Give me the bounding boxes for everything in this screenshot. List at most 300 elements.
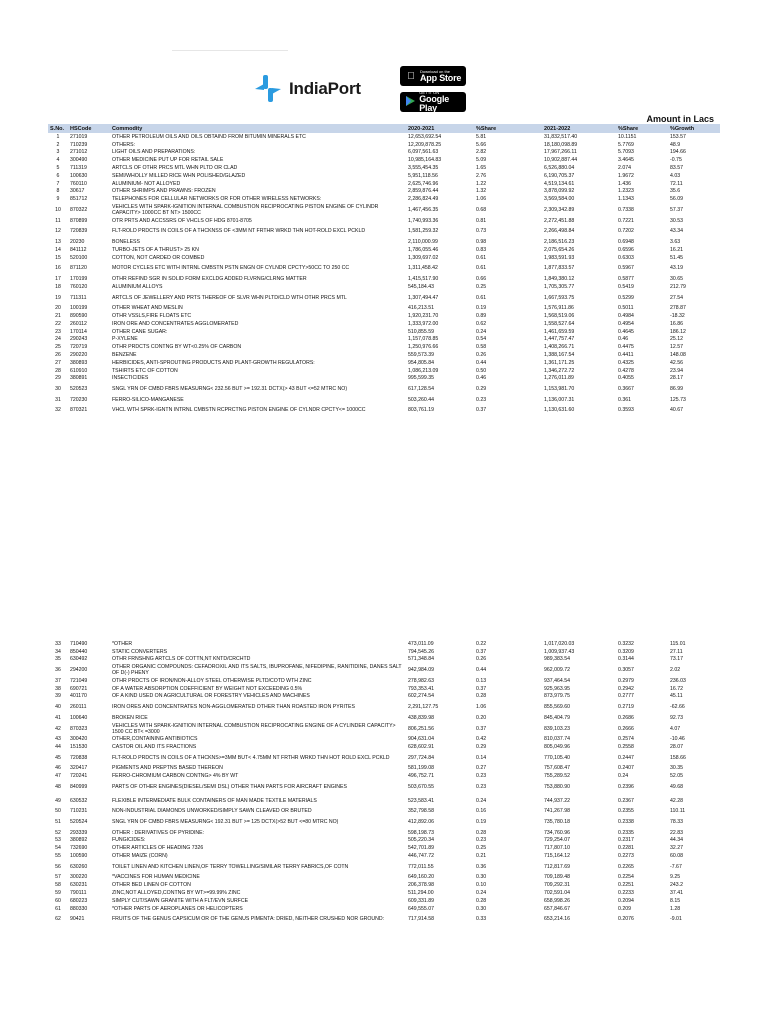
cell-hscode: 401170 bbox=[70, 693, 87, 700]
cell-growth: 30.53 bbox=[670, 217, 683, 224]
cell-value-2021-2022: 658,998.26 bbox=[544, 897, 570, 904]
cell-hscode: 520524 bbox=[70, 818, 88, 825]
cell-value-2021-2022: 1,153,981.70 bbox=[544, 386, 575, 393]
cell-value-2020-2021: 2,286,824.49 bbox=[408, 196, 439, 203]
cell-value-2020-2021: 954,805.84 bbox=[408, 359, 434, 366]
cell-share-2020: 0.50 bbox=[476, 367, 487, 374]
cell-hscode: 711311 bbox=[70, 294, 87, 301]
cell-growth: 2.02 bbox=[670, 667, 681, 674]
cell-share-2020: 0.83 bbox=[476, 246, 487, 253]
table-row bbox=[48, 304, 720, 312]
cell-share-2021: 0.6596 bbox=[618, 246, 634, 253]
cell-share-2021: 0.4984 bbox=[618, 313, 634, 320]
cell-commodity: SNGL YRN OF CMBD FBRS MEASURNG< 192.31 BUT >= 125 DCTX(>52 BUT <=80 MTRC NO) bbox=[112, 818, 339, 825]
cell-value-2020-2021: 1,920,231.70 bbox=[408, 313, 439, 320]
cell-value-2020-2021: 2,110,000.99 bbox=[408, 239, 438, 246]
cell-value-2020-2021: 1,740,993.36 bbox=[408, 217, 439, 224]
cell-value-2021-2022: 702,591.04 bbox=[544, 889, 570, 896]
cell-hscode: 610910 bbox=[70, 367, 88, 374]
cell-value-2020-2021: 510,855.59 bbox=[408, 328, 434, 335]
cell-share-2021: 0.2273 bbox=[618, 853, 634, 859]
cell-growth: 115.01 bbox=[670, 640, 686, 647]
cell-share-2021: 0.5299 bbox=[618, 294, 634, 301]
cell-sno: 11 bbox=[55, 217, 61, 224]
cell-growth: -62.66 bbox=[670, 704, 685, 711]
cell-value-2020-2021: 793,353.41 bbox=[408, 685, 434, 692]
cell-share-2020: 2.76 bbox=[476, 172, 487, 179]
cell-commodity: FLEXIBLE INTERMEDIATE BULK CONTAINERS OF MAN MADE TEXTILE MATERIALS bbox=[112, 797, 317, 804]
cell-value-2020-2021: 1,086,213.09 bbox=[408, 367, 439, 374]
cell-value-2021-2022: 17,967,266.11 bbox=[544, 149, 577, 156]
cell-hscode: 630231 bbox=[70, 882, 88, 889]
cell-sno: 4 bbox=[56, 157, 60, 164]
report-page-1 bbox=[48, 50, 720, 417]
cell-share-2020: 0.29 bbox=[476, 386, 487, 393]
cell-share-2020: 1.32 bbox=[476, 188, 487, 195]
cell-growth: 30.65 bbox=[670, 276, 683, 283]
cell-hscode: 320417 bbox=[70, 765, 88, 772]
cell-value-2020-2021: 352,798.58 bbox=[408, 808, 434, 815]
table-row bbox=[48, 897, 720, 905]
cell-value-2020-2021: 1,581,259.32 bbox=[408, 228, 439, 235]
cell-commodity: SIMPLY CUT/SAWN GRANITE WITH A FLT/EVN SURFCE bbox=[112, 897, 249, 904]
cell-value-2020-2021: 559,573.39 bbox=[408, 352, 434, 358]
cell-sno: 34 bbox=[55, 648, 61, 655]
cell-share-2020: 0.28 bbox=[476, 897, 487, 904]
cell-sno: 56 bbox=[55, 863, 61, 870]
table-row bbox=[48, 807, 720, 815]
cell-value-2020-2021: 503,260.44 bbox=[408, 396, 434, 403]
table-row bbox=[48, 195, 720, 203]
cell-growth: 56.09 bbox=[670, 196, 683, 203]
cell-value-2020-2021: 496,752.71 bbox=[408, 773, 434, 780]
cell-commodity: OTHR PRDCTS CONTNG BY WT<0.25% OF CARBON bbox=[112, 344, 242, 351]
cell-sno: 48 bbox=[55, 783, 61, 790]
cell-share-2021: 1.1343 bbox=[618, 196, 634, 203]
table-row bbox=[48, 343, 720, 351]
table-row bbox=[48, 735, 720, 743]
cell-value-2021-2022: 6,526,880.04 bbox=[544, 165, 575, 172]
cell-share-2021: 1.436 bbox=[618, 180, 631, 187]
cell-commodity: OTHER ORGANIC COMPOUNDS: CEFADROXIL AND ITS SALTS, IBUPROFANE, NIFEDIPINE, RANITIDINE, DANES SALT OF D(-) PHENY bbox=[112, 664, 402, 677]
cell-hscode: 520100 bbox=[70, 254, 88, 261]
cell-value-2021-2022: 757,608.47 bbox=[544, 765, 570, 772]
cell-commodity: HERBICIDES, ANTI-SPROUTING PRODUCTS AND PLANT-GROWTH REGULATORS: bbox=[112, 359, 315, 366]
cell-sno: 39 bbox=[55, 693, 61, 700]
cell-commodity: OTHER : DERIVATIVES OF PYRIDINE: bbox=[112, 829, 205, 836]
cell-share-2020: 0.44 bbox=[476, 359, 487, 366]
cell-commodity: TOILET LINEN AND KITCHEN LINEN,OF TERRY TOWELLING/SIMILAR TERRY FABRICS,OF COTN bbox=[112, 863, 349, 870]
cell-sno: 15 bbox=[55, 254, 61, 261]
cell-value-2020-2021: 1,307,494.47 bbox=[408, 294, 439, 301]
cell-commodity: NON-INDUSTRIAL DIAMONDS UNWORKED/SIMPLY SAWN CLEAVED OR BRUTED bbox=[112, 808, 312, 815]
cell-value-2020-2021: 6,097,561.63 bbox=[408, 149, 439, 156]
cell-value-2021-2022: 1,983,591.93 bbox=[544, 254, 575, 261]
col-share-2020: %Share bbox=[474, 124, 542, 133]
cell-sno: 47 bbox=[55, 773, 61, 780]
cell-hscode: 100590 bbox=[70, 853, 88, 859]
cell-value-2020-2021: 2,859,876.44 bbox=[408, 188, 439, 195]
cell-share-2020: 0.27 bbox=[476, 765, 487, 772]
cell-share-2021: 0.4055 bbox=[618, 375, 634, 382]
cell-share-2020: 5.09 bbox=[476, 157, 487, 164]
cell-hscode: 290243 bbox=[70, 336, 88, 343]
cell-hscode: 380892 bbox=[70, 837, 88, 844]
cell-commodity: *VACCINES FOR HUMAN MEDICINE bbox=[112, 874, 200, 881]
cell-growth: 9.25 bbox=[670, 874, 681, 881]
cell-hscode: 720719 bbox=[70, 344, 88, 351]
app-store-caption: Download on the bbox=[420, 68, 451, 74]
cell-commodity: OTHR PRDCTS OF IRON/NON-ALLOY STEEL OTHERWISE PLTD/COTD WTH ZINC bbox=[112, 677, 312, 684]
cell-sno: 49 bbox=[55, 797, 61, 804]
cell-value-2020-2021: 412,892.06 bbox=[408, 818, 434, 825]
cell-commodity: FRUITS OF THE GENUS CAPSICUM OR OF THE GENUS PIMENTA: DRIED, NEITHER CRUSHED NOR GROUND: bbox=[112, 916, 385, 923]
cell-value-2021-2022: 717,807.10 bbox=[544, 845, 570, 852]
cell-value-2020-2021: 649,160.20 bbox=[408, 874, 434, 881]
cell-sno: 30 bbox=[55, 386, 61, 393]
cell-commodity: OTHER CANE SUGAR: bbox=[112, 328, 168, 335]
cell-sno: 28 bbox=[55, 367, 61, 374]
cell-commodity: ALUMINIUM- NOT ALLOYED bbox=[112, 180, 181, 187]
cell-value-2021-2022: 653,214.16 bbox=[544, 916, 570, 923]
cell-share-2021: 1.2323 bbox=[618, 188, 634, 195]
cell-share-2020: 0.30 bbox=[476, 905, 487, 912]
cell-hscode: 720241 bbox=[70, 773, 88, 780]
cell-growth: 73.17 bbox=[670, 656, 683, 663]
cell-sno: 46 bbox=[55, 765, 61, 772]
cell-commodity: ARTCLS OF OTHR PRCS MTL WHN PLTD OR CLAD bbox=[112, 165, 238, 172]
cell-commodity: PIGMENTS AND PREPTNS BASED THEREON bbox=[112, 765, 223, 772]
cell-sno: 8 bbox=[56, 188, 60, 195]
table-row bbox=[48, 889, 720, 897]
cell-share-2021: 0.2338 bbox=[618, 818, 634, 825]
cell-hscode: 90421 bbox=[70, 916, 85, 923]
table-row bbox=[48, 844, 720, 852]
cell-value-2021-2022: 925,963.95 bbox=[544, 685, 570, 692]
cell-hscode: 630532 bbox=[70, 797, 88, 804]
cell-share-2020: 0.44 bbox=[476, 667, 487, 674]
cell-hscode: 293339 bbox=[70, 829, 88, 836]
cell-growth: 37.41 bbox=[670, 889, 683, 896]
cell-sno: 18 bbox=[55, 283, 61, 290]
cell-growth: 3.63 bbox=[670, 239, 681, 246]
cell-value-2020-2021: 717,914.58 bbox=[408, 916, 434, 923]
cell-growth: 12.57 bbox=[670, 344, 683, 351]
cell-growth: 42.56 bbox=[670, 359, 683, 366]
cell-commodity: BENZENE bbox=[112, 352, 137, 358]
cell-sno: 27 bbox=[55, 359, 61, 366]
cell-commodity: BONELESS bbox=[112, 239, 140, 246]
cell-share-2021: 0.2335 bbox=[618, 829, 634, 836]
cell-commodity: OF A WATER ABSORPTION COEFFICIENT BY WEIGHT NOT EXCEEDING 0.5% bbox=[112, 685, 303, 692]
cell-sno: 29 bbox=[55, 375, 61, 382]
cell-hscode: 300220 bbox=[70, 874, 88, 881]
cell-share-2021: 0.5011 bbox=[618, 305, 634, 312]
cell-sno: 3 bbox=[56, 149, 60, 156]
col-2020-2021: 2020-2021 bbox=[406, 124, 474, 133]
table-row bbox=[48, 685, 720, 693]
cell-value-2020-2021: 12,209,878.25 bbox=[408, 141, 442, 148]
indiaport-logo[interactable] bbox=[251, 72, 361, 106]
cell-value-2020-2021: 278,982.63 bbox=[408, 677, 434, 684]
cell-sno: 50 bbox=[55, 808, 61, 815]
cell-growth: 278.87 bbox=[670, 305, 686, 312]
cell-growth: 45.11 bbox=[670, 693, 683, 700]
cell-value-2021-2022: 744,937.22 bbox=[544, 797, 570, 804]
cell-share-2020: 0.46 bbox=[476, 375, 487, 382]
cell-share-2020: 0.19 bbox=[476, 818, 487, 825]
cell-commodity: COTTON, NOT CARDED OR COMBED bbox=[112, 254, 205, 261]
cell-sno: 17 bbox=[55, 276, 61, 283]
cell-sno: 43 bbox=[55, 736, 61, 743]
cell-share-2021: 0.2447 bbox=[618, 754, 634, 761]
table-row bbox=[48, 375, 720, 383]
cell-hscode: 711319 bbox=[70, 165, 87, 172]
app-store-button[interactable] bbox=[400, 66, 466, 86]
cell-commodity: OTHER SHRIMPS AND PRAWNS: FROZEN bbox=[112, 188, 216, 195]
cell-value-2021-2022: 709,189.48 bbox=[544, 874, 570, 881]
header-rule bbox=[172, 50, 288, 51]
cell-commodity: *OTHER PARTS OF AEROPLANES OR HELICOPTERS bbox=[112, 905, 243, 912]
cell-commodity: SEMI/WHOLLY MILLED RICE WHN POLISHED/GLAZED bbox=[112, 172, 246, 179]
indiaport-logo-icon bbox=[251, 72, 285, 106]
cell-hscode: 880330 bbox=[70, 905, 88, 912]
cell-hscode: 680223 bbox=[70, 897, 88, 904]
cell-share-2020: 0.24 bbox=[476, 797, 487, 804]
table-row bbox=[48, 852, 720, 860]
cell-commodity: OTHER BED LINEN OF COTTON bbox=[112, 882, 191, 889]
cell-share-2021: 0.5419 bbox=[618, 283, 634, 290]
cell-hscode: 151530 bbox=[70, 744, 88, 751]
report-header bbox=[48, 50, 720, 124]
cell-share-2021: 0.2777 bbox=[618, 693, 634, 700]
cell-value-2020-2021: 1,250,976.66 bbox=[408, 344, 439, 351]
cell-share-2021: 0.209 bbox=[618, 905, 631, 912]
cell-value-2021-2022: 1,447,757.47 bbox=[544, 336, 575, 343]
cell-share-2021: 0.2666 bbox=[618, 725, 634, 732]
cell-value-2020-2021: 542,701.89 bbox=[408, 845, 434, 852]
cell-value-2021-2022: 1,558,527.64 bbox=[544, 320, 575, 327]
cell-hscode: 710231 bbox=[70, 808, 88, 815]
table-row bbox=[48, 283, 720, 291]
col-2021-2022: 2021-2022 bbox=[542, 124, 616, 133]
cell-commodity: FERRO-SILICO-MANGANESE bbox=[112, 396, 184, 403]
cell-growth: -10.46 bbox=[670, 736, 685, 743]
cell-hscode: 870322 bbox=[70, 206, 88, 213]
table-row bbox=[48, 188, 720, 196]
table-body-1 bbox=[48, 133, 720, 417]
cell-share-2020: 0.61 bbox=[476, 265, 487, 272]
cell-value-2021-2022: 1,667,593.75 bbox=[544, 294, 575, 301]
table-row bbox=[48, 874, 720, 882]
cell-share-2021: 0.5877 bbox=[618, 276, 634, 283]
cell-growth: 27.54 bbox=[670, 294, 683, 301]
google-play-button[interactable] bbox=[400, 92, 466, 112]
cell-share-2020: 0.37 bbox=[476, 648, 487, 655]
table-row bbox=[48, 291, 720, 305]
cell-value-2021-2022: 2,266,498.84 bbox=[544, 228, 575, 235]
table-row bbox=[48, 640, 720, 648]
cell-growth: 4.07 bbox=[670, 725, 681, 732]
cell-commodity: P-XYLENE bbox=[112, 336, 138, 343]
cell-value-2021-2022: 2,075,654.26 bbox=[544, 246, 575, 253]
cell-value-2020-2021: 505,220.34 bbox=[408, 837, 434, 844]
cell-growth: 16.21 bbox=[670, 246, 683, 253]
cell-share-2020: 0.19 bbox=[476, 305, 487, 312]
cell-share-2021: 0.6948 bbox=[618, 239, 634, 246]
table-row bbox=[48, 693, 720, 701]
cell-commodity: IRON ORES AND CONCENTRATES NON-AGGLOMERATED OTHER THAN ROASTED IRON PYRITES bbox=[112, 704, 355, 711]
cell-hscode: 100640 bbox=[70, 714, 88, 721]
cell-value-2021-2022: 1,130,631.60 bbox=[544, 407, 575, 414]
cell-sno: 53 bbox=[55, 837, 61, 844]
cell-hscode: 30617 bbox=[70, 188, 85, 195]
cell-commodity: OTHR FRNSHNG ARTCLS OF COTTN,NT KNTD/CRCHTD bbox=[112, 656, 251, 663]
table-row bbox=[48, 860, 720, 874]
cell-share-2020: 0.37 bbox=[476, 407, 487, 414]
cell-value-2021-2022: 712,817.69 bbox=[544, 863, 570, 870]
table-row bbox=[48, 262, 720, 276]
cell-value-2021-2022: 839,103.23 bbox=[544, 725, 570, 732]
cell-share-2020: 0.22 bbox=[476, 640, 487, 647]
cell-growth: 48.9 bbox=[670, 141, 681, 148]
cell-share-2020: 0.37 bbox=[476, 725, 487, 732]
cell-sno: 2 bbox=[56, 141, 60, 148]
cell-sno: 7 bbox=[56, 180, 60, 187]
cell-value-2020-2021: 628,602.91 bbox=[408, 744, 434, 751]
cell-hscode: 380893 bbox=[70, 359, 88, 366]
cell-sno: 9 bbox=[56, 196, 60, 203]
play-icon bbox=[405, 96, 416, 109]
cell-share-2021: 0.2317 bbox=[618, 837, 634, 844]
cell-share-2020: 1.22 bbox=[476, 180, 487, 187]
table-row bbox=[48, 164, 720, 172]
cell-commodity: VEHICLES WITH SPARK-IGNITION INTERNAL COMBUSTION RECIPROCATING PISTON ENGINE OF CYLINDR CAPACITY> 1000CC BT NT> 1500CC bbox=[112, 203, 379, 216]
cell-sno: 52 bbox=[55, 829, 61, 836]
table-row bbox=[48, 780, 720, 794]
cell-hscode: 100199 bbox=[70, 305, 88, 312]
table-row bbox=[48, 815, 720, 829]
cell-sno: 13 bbox=[55, 239, 61, 246]
cell-growth: 4.03 bbox=[670, 172, 681, 179]
cell-share-2021: 0.6303 bbox=[618, 254, 634, 261]
table-row bbox=[48, 225, 720, 239]
cell-share-2021: 0.3593 bbox=[618, 407, 634, 414]
cell-value-2021-2022: 2,186,516.23 bbox=[544, 239, 575, 246]
cell-value-2021-2022: 1,408,266.71 bbox=[544, 344, 575, 351]
cell-commodity: OTHERS: bbox=[112, 141, 136, 148]
cell-commodity: OTHER WHEAT AND MESLIN bbox=[112, 305, 183, 312]
cell-sno: 37 bbox=[55, 677, 61, 684]
cell-commodity: MOTOR CYCLES ETC WITH INTRNL CMBSTN PSTN ENGN OF CYLNDR CPCTY>50CC TO 250 CC bbox=[112, 265, 350, 272]
cell-hscode: 260111 bbox=[70, 704, 87, 711]
cell-value-2021-2022: 845,404.79 bbox=[544, 714, 570, 721]
cell-share-2020: 0.66 bbox=[476, 276, 487, 283]
cell-sno: 25 bbox=[55, 344, 61, 351]
cell-hscode: 630260 bbox=[70, 863, 88, 870]
table-row bbox=[48, 382, 720, 396]
cell-share-2021: 0.2979 bbox=[618, 677, 634, 684]
cell-share-2020: 0.26 bbox=[476, 656, 487, 663]
cell-share-2020: 0.24 bbox=[476, 889, 487, 896]
cell-hscode: 721049 bbox=[70, 677, 88, 684]
cell-sno: 12 bbox=[55, 228, 61, 235]
table-row bbox=[48, 320, 720, 328]
commodity-table-1 bbox=[48, 124, 720, 417]
table-row bbox=[48, 677, 720, 685]
cell-value-2021-2022: 1,576,911.86 bbox=[544, 305, 574, 312]
cell-value-2021-2022: 810,037.74 bbox=[544, 736, 570, 743]
cell-sno: 16 bbox=[55, 265, 61, 272]
cell-share-2021: 0.2558 bbox=[618, 744, 634, 751]
cell-value-2021-2022: 735,780.18 bbox=[544, 818, 570, 825]
cell-hscode: 871120 bbox=[70, 265, 87, 272]
cell-share-2021: 0.3232 bbox=[618, 640, 634, 647]
cell-growth: 243.2 bbox=[670, 882, 683, 889]
cell-value-2020-2021: 1,786,055.46 bbox=[408, 246, 439, 253]
cell-hscode: 870321 bbox=[70, 407, 88, 414]
cell-growth: 30.35 bbox=[670, 765, 683, 772]
cell-value-2020-2021: 503,670.55 bbox=[408, 783, 434, 790]
cell-value-2020-2021: 5,951,118.56 bbox=[408, 172, 438, 179]
col-hscode: HSCode bbox=[68, 124, 110, 133]
cell-value-2021-2022: 10,902,887.44 bbox=[544, 157, 578, 164]
cell-share-2021: 0.3209 bbox=[618, 648, 634, 655]
cell-growth: 42.28 bbox=[670, 797, 683, 804]
cell-hscode: 710239 bbox=[70, 141, 88, 148]
col-sno: S.No. bbox=[48, 124, 68, 133]
cell-growth: 78.33 bbox=[670, 818, 683, 825]
cell-hscode: 20230 bbox=[70, 239, 85, 246]
table-row bbox=[48, 246, 720, 254]
cell-hscode: 841112 bbox=[70, 246, 87, 253]
cell-sno: 57 bbox=[55, 874, 61, 881]
cell-value-2020-2021: 806,251.56 bbox=[408, 725, 434, 732]
cell-commodity: OTHER,CONTAINING ANTIBIOTICS bbox=[112, 736, 198, 743]
cell-hscode: 630492 bbox=[70, 656, 88, 663]
cell-share-2020: 0.23 bbox=[476, 837, 487, 844]
cell-growth: 51.45 bbox=[670, 254, 683, 261]
table-row bbox=[48, 275, 720, 283]
cell-value-2021-2022: 753,880.90 bbox=[544, 783, 570, 790]
cell-value-2021-2022: 1,346,272.72 bbox=[544, 367, 575, 374]
cell-value-2021-2022: 1,276,011.89 bbox=[544, 375, 574, 382]
cell-share-2021: 0.2686 bbox=[618, 714, 634, 721]
cell-sno: 31 bbox=[55, 396, 61, 403]
cell-hscode: 840999 bbox=[70, 783, 88, 790]
cell-share-2021: 0.3144 bbox=[618, 656, 634, 663]
table-row bbox=[48, 905, 720, 913]
cell-growth: 27.11 bbox=[670, 648, 683, 655]
table-body-2 bbox=[48, 640, 720, 926]
cell-share-2021: 0.4325 bbox=[618, 359, 634, 366]
cell-value-2021-2022: 18,180,098.89 bbox=[544, 141, 578, 148]
brand-name: IndiaPort bbox=[289, 79, 361, 98]
cell-commodity: BROKEN RICE bbox=[112, 714, 148, 721]
cell-sno: 60 bbox=[55, 897, 61, 904]
cell-value-2021-2022: 1,388,167.54 bbox=[544, 352, 575, 358]
cell-share-2021: 0.2265 bbox=[618, 863, 634, 870]
cell-value-2020-2021: 3,555,454.35 bbox=[408, 165, 439, 172]
cell-share-2021: 1.9672 bbox=[618, 172, 634, 179]
cell-sno: 42 bbox=[55, 725, 61, 732]
cell-share-2020: 0.14 bbox=[476, 754, 487, 761]
cell-growth: 8.15 bbox=[670, 897, 681, 904]
cell-sno: 40 bbox=[55, 704, 61, 711]
cell-growth: 158.66 bbox=[670, 754, 686, 761]
cell-growth: 16.86 bbox=[670, 320, 683, 327]
google-play-caption: GET IT ON bbox=[419, 90, 440, 95]
